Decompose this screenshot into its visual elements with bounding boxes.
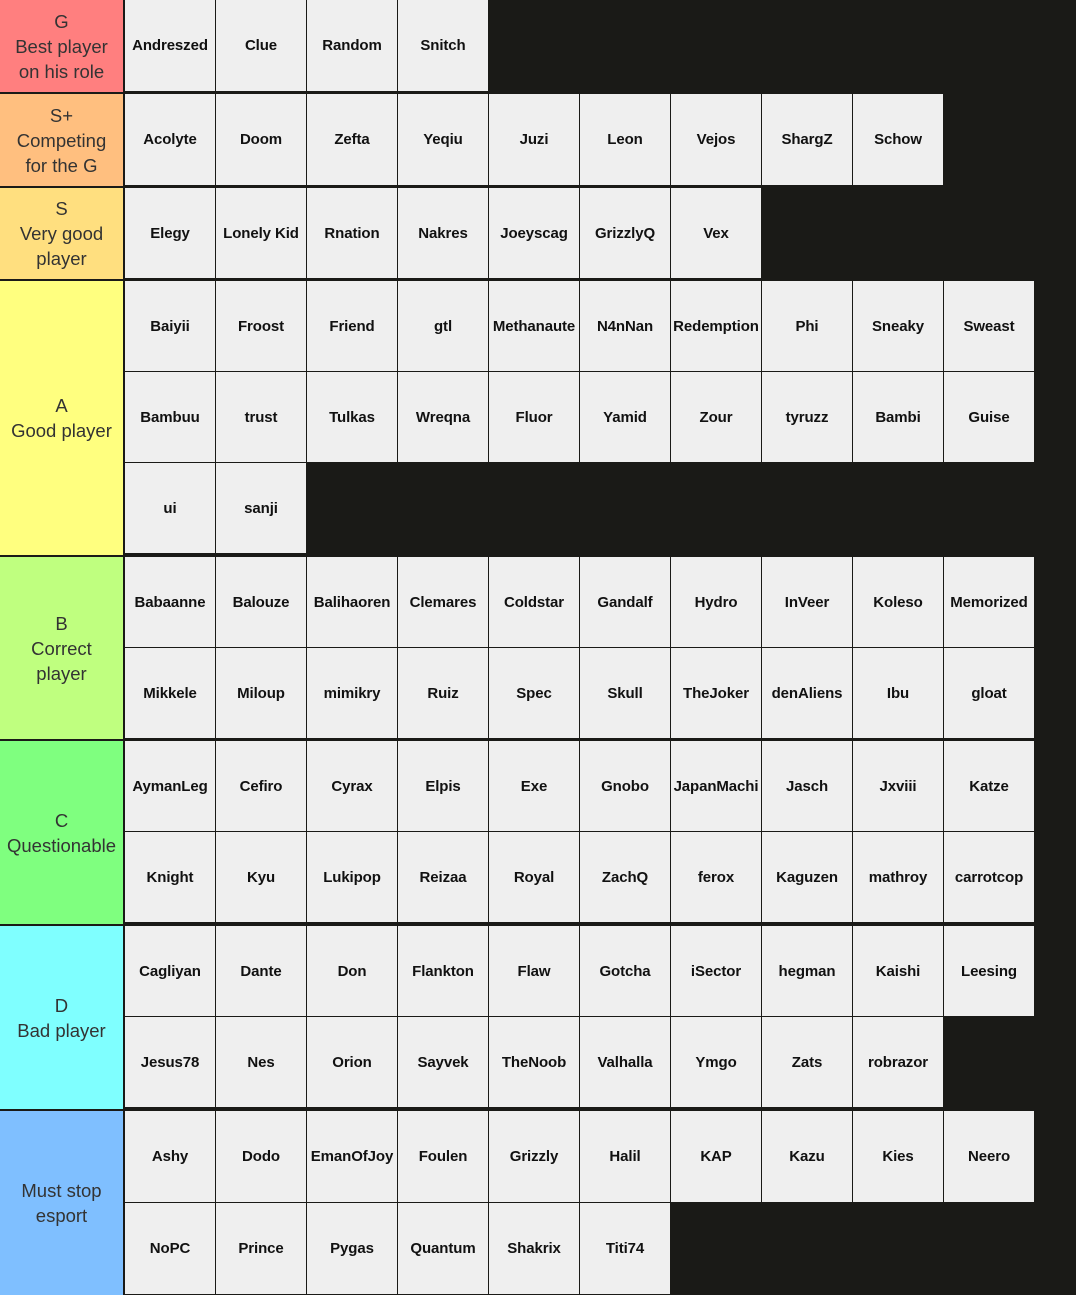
tier-item[interactable]: Baiyii bbox=[125, 281, 215, 371]
tier-item[interactable]: sanji bbox=[216, 463, 306, 553]
tier-item[interactable]: Bambuu bbox=[125, 372, 215, 462]
tier-item[interactable]: Froost bbox=[216, 281, 306, 371]
tier-item[interactable]: Lonely Kid bbox=[216, 188, 306, 278]
tier-item[interactable]: Guise bbox=[944, 372, 1034, 462]
tier-item[interactable]: Random bbox=[307, 0, 397, 91]
tier-item[interactable]: ZachQ bbox=[580, 832, 670, 922]
tier-item[interactable]: Valhalla bbox=[580, 1017, 670, 1107]
tier-item[interactable]: Redemption bbox=[671, 281, 761, 371]
tier-item[interactable]: Katze bbox=[944, 741, 1034, 831]
tier-item[interactable]: Memorized bbox=[944, 557, 1034, 647]
tier-row bbox=[0, 1111, 1076, 1295]
tier-item[interactable]: Babaanne bbox=[125, 557, 215, 647]
tier-item[interactable]: Leon bbox=[580, 94, 670, 185]
tier-item[interactable]: Cefiro bbox=[216, 741, 306, 831]
tier-item[interactable]: ferox bbox=[671, 832, 761, 922]
tier-item[interactable]: Kies bbox=[853, 1111, 943, 1202]
tier-item[interactable]: Zour bbox=[671, 372, 761, 462]
tier-item[interactable]: N4nNan bbox=[580, 281, 670, 371]
tier-items bbox=[125, 926, 1037, 1108]
tier-item[interactable]: Shakrix bbox=[489, 1203, 579, 1294]
tier-item[interactable]: Balouze bbox=[216, 557, 306, 647]
tier-item[interactable]: Reizaa bbox=[398, 832, 488, 922]
tier-items bbox=[125, 0, 1037, 92]
tier-item[interactable]: Friend bbox=[307, 281, 397, 371]
tier-item[interactable]: Hydro bbox=[671, 557, 761, 647]
tier-label[interactable] bbox=[0, 557, 124, 739]
tier-item[interactable]: Quantum bbox=[398, 1203, 488, 1294]
tier-row bbox=[0, 741, 1076, 924]
tier-item[interactable]: mimikry bbox=[307, 648, 397, 738]
tier-item[interactable]: Vejos bbox=[671, 94, 761, 185]
tier-item[interactable]: carrotcop bbox=[944, 832, 1034, 922]
tier-row bbox=[0, 188, 1076, 279]
tier-label-text: G Best player on his role bbox=[15, 10, 108, 82]
tier-item[interactable]: Leesing bbox=[944, 926, 1034, 1016]
tier-item[interactable]: Grizzly bbox=[489, 1111, 579, 1202]
tier-item[interactable]: Sneaky bbox=[853, 281, 943, 371]
tier-items bbox=[125, 281, 1037, 554]
tier-item[interactable]: tyruzz bbox=[762, 372, 852, 462]
tier-label-text: S+ Competing for the G bbox=[16, 104, 107, 176]
tier-item[interactable]: Foulen bbox=[398, 1111, 488, 1202]
tier-item[interactable]: Exe bbox=[489, 741, 579, 831]
tier-item[interactable]: Mikkele bbox=[125, 648, 215, 738]
tier-item[interactable]: Acolyte bbox=[125, 94, 215, 185]
tier-item[interactable]: Lukipop bbox=[307, 832, 397, 922]
tier-row bbox=[0, 0, 1076, 92]
tier-item[interactable]: Halil bbox=[580, 1111, 670, 1202]
tier-label-text: Must stop esport bbox=[21, 1180, 102, 1226]
tier-item[interactable]: GrizzlyQ bbox=[580, 188, 670, 278]
tier-item[interactable]: Clue bbox=[216, 0, 306, 91]
tier-label[interactable] bbox=[0, 281, 124, 555]
tier-item[interactable]: Kyu bbox=[216, 832, 306, 922]
tier-item[interactable]: Prince bbox=[216, 1203, 306, 1294]
tier-item[interactable]: TheJoker bbox=[671, 648, 761, 738]
tier-item[interactable]: Snitch bbox=[398, 0, 488, 91]
tier-item[interactable]: gloat bbox=[944, 648, 1034, 738]
tier-item[interactable]: Coldstar bbox=[489, 557, 579, 647]
tier-row bbox=[0, 281, 1076, 555]
tier-row bbox=[0, 557, 1076, 739]
tier-item[interactable]: Zats bbox=[762, 1017, 852, 1107]
tier-item[interactable]: Jasch bbox=[762, 741, 852, 831]
tier-item[interactable]: Elpis bbox=[398, 741, 488, 831]
tier-row bbox=[0, 94, 1076, 186]
tier-item[interactable]: Don bbox=[307, 926, 397, 1016]
tier-item[interactable]: hegman bbox=[762, 926, 852, 1016]
tier-item[interactable]: Kaguzen bbox=[762, 832, 852, 922]
tier-item[interactable]: AymanLeg bbox=[125, 741, 215, 831]
tier-item[interactable]: Cyrax bbox=[307, 741, 397, 831]
tier-label-text: D Bad player bbox=[17, 994, 106, 1041]
tier-item[interactable]: Balihaoren bbox=[307, 557, 397, 647]
tier-item[interactable]: Orion bbox=[307, 1017, 397, 1107]
tier-item[interactable]: robrazor bbox=[853, 1017, 943, 1107]
tier-item[interactable]: NoPC bbox=[125, 1203, 215, 1294]
tier-item[interactable]: Skull bbox=[580, 648, 670, 738]
tier-item[interactable]: Clemares bbox=[398, 557, 488, 647]
tier-label[interactable] bbox=[0, 94, 124, 186]
tier-item[interactable]: Titi74 bbox=[580, 1203, 670, 1294]
tier-item[interactable]: Tulkas bbox=[307, 372, 397, 462]
tier-item[interactable]: InVeer bbox=[762, 557, 852, 647]
tier-item[interactable]: Nakres bbox=[398, 188, 488, 278]
tier-item[interactable]: Yamid bbox=[580, 372, 670, 462]
tier-item[interactable]: Doom bbox=[216, 94, 306, 185]
tier-item[interactable]: ShargZ bbox=[762, 94, 852, 185]
tier-item[interactable]: iSector bbox=[671, 926, 761, 1016]
tier-item[interactable]: Methanaute bbox=[489, 281, 579, 371]
tier-item[interactable]: Cagliyan bbox=[125, 926, 215, 1016]
tier-items bbox=[125, 741, 1037, 923]
tier-item[interactable]: Dodo bbox=[216, 1111, 306, 1202]
tier-item[interactable]: Jesus78 bbox=[125, 1017, 215, 1107]
tier-label-text: B Correct player bbox=[31, 612, 92, 684]
tier-item[interactable]: Ibu bbox=[853, 648, 943, 738]
tier-item[interactable]: Pygas bbox=[307, 1203, 397, 1294]
tier-label[interactable] bbox=[0, 926, 124, 1109]
tier-item[interactable]: Phi bbox=[762, 281, 852, 371]
tier-item[interactable]: denAliens bbox=[762, 648, 852, 738]
tier-item[interactable]: Knight bbox=[125, 832, 215, 922]
tier-item[interactable]: Zefta bbox=[307, 94, 397, 185]
tier-row bbox=[0, 926, 1076, 1109]
tier-item[interactable]: Bambi bbox=[853, 372, 943, 462]
tier-item[interactable]: Spec bbox=[489, 648, 579, 738]
tier-item[interactable]: KAP bbox=[671, 1111, 761, 1202]
tier-item[interactable]: Wreqna bbox=[398, 372, 488, 462]
tier-label[interactable] bbox=[0, 741, 124, 924]
tier-item[interactable]: Dante bbox=[216, 926, 306, 1016]
tier-items bbox=[125, 188, 1037, 279]
tier-item[interactable]: trust bbox=[216, 372, 306, 462]
tier-item[interactable]: Ymgo bbox=[671, 1017, 761, 1107]
tier-item[interactable]: Neero bbox=[944, 1111, 1034, 1202]
tier-item[interactable]: Kaishi bbox=[853, 926, 943, 1016]
tier-item[interactable]: Kazu bbox=[762, 1111, 852, 1202]
tier-label[interactable] bbox=[0, 0, 124, 92]
tier-item[interactable]: Schow bbox=[853, 94, 943, 185]
tier-item[interactable]: Juzi bbox=[489, 94, 579, 185]
tier-item[interactable]: Andreszed bbox=[125, 0, 215, 91]
tier-item[interactable]: gtl bbox=[398, 281, 488, 371]
tier-item[interactable]: Gandalf bbox=[580, 557, 670, 647]
tier-item[interactable]: Gnobo bbox=[580, 741, 670, 831]
tier-item[interactable]: Sweast bbox=[944, 281, 1034, 371]
tier-item[interactable]: Rnation bbox=[307, 188, 397, 278]
tier-item[interactable]: Royal bbox=[489, 832, 579, 922]
tier-label[interactable] bbox=[0, 1111, 124, 1295]
tier-item[interactable]: Joeyscag bbox=[489, 188, 579, 278]
tier-item[interactable]: Elegy bbox=[125, 188, 215, 278]
tier-items bbox=[125, 94, 1037, 186]
tier-label-text: S Very good player bbox=[19, 198, 104, 269]
tier-item[interactable]: Gotcha bbox=[580, 926, 670, 1016]
tier-item[interactable]: EmanOfJoy bbox=[307, 1111, 397, 1202]
tier-item[interactable]: Yeqiu bbox=[398, 94, 488, 185]
tier-item[interactable]: Sayvek bbox=[398, 1017, 488, 1107]
tier-items bbox=[125, 1111, 1037, 1295]
tier-label[interactable] bbox=[0, 188, 124, 279]
tier-item[interactable]: Ruiz bbox=[398, 648, 488, 738]
tier-item[interactable]: Vex bbox=[671, 188, 761, 278]
tier-item[interactable]: Fluor bbox=[489, 372, 579, 462]
tier-item[interactable]: Koleso bbox=[853, 557, 943, 647]
tier-items bbox=[125, 557, 1037, 739]
tier-item[interactable]: JapanMachi bbox=[671, 741, 761, 831]
tier-item[interactable]: ui bbox=[125, 463, 215, 553]
tier-item[interactable]: Nes bbox=[216, 1017, 306, 1107]
tier-item[interactable]: mathroy bbox=[853, 832, 943, 922]
tier-item[interactable]: TheNoob bbox=[489, 1017, 579, 1107]
tier-item[interactable]: Miloup bbox=[216, 648, 306, 738]
tier-item[interactable]: Ashy bbox=[125, 1111, 215, 1202]
tier-item[interactable]: Jxviii bbox=[853, 741, 943, 831]
tier-label-text: C Questionable bbox=[6, 809, 117, 856]
tier-item[interactable]: Flaw bbox=[489, 926, 579, 1016]
tier-label-text: A Good player bbox=[11, 395, 112, 441]
tier-item[interactable]: Flankton bbox=[398, 926, 488, 1016]
